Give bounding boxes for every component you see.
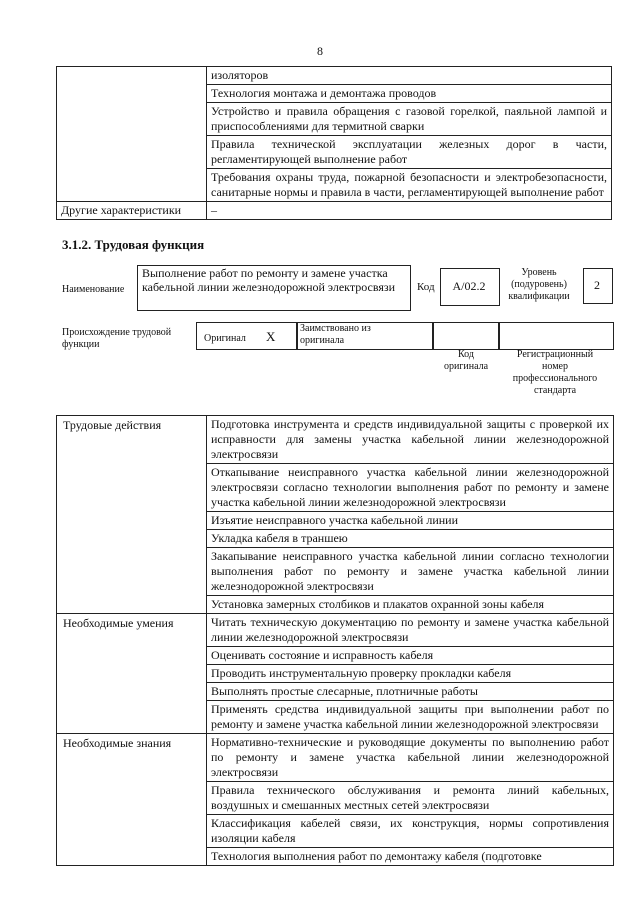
code-original-label: Код оригинала — [443, 349, 489, 372]
table-cell: изоляторов — [207, 67, 612, 85]
table-cell: Правила технического обслуживания и ремонта линий кабельных, воздушных и смешанных местных сетей электросвязи — [207, 782, 614, 815]
main-table — [56, 415, 614, 866]
table-cell: – — [207, 202, 612, 220]
table-row — [57, 734, 614, 782]
table-cell: Читать техническую документацию по ремонту и замене участка кабельной линии железнодорожной электросвязи — [207, 614, 614, 647]
group-label: Необходимые знания — [57, 734, 207, 866]
table-cell: Нормативно-технические и руководящие документы по выполнению работ по ремонту и замене участка кабельной линии железнодорожной электросвязи — [207, 734, 614, 782]
level-value: 2 — [594, 278, 600, 292]
table-row — [57, 614, 614, 647]
code-original-box — [432, 322, 500, 350]
table-cell: Технология монтажа и демонтажа проводов — [207, 85, 612, 103]
table-cell: Закапывание неисправного участка кабельной линии согласно технологии выполнения работ по ремонту и замене участка кабельной линии железнодорожной электросвязи — [207, 548, 614, 596]
name-value: Выполнение работ по ремонту и замене участка кабельной линии железнодорожной электросвязи — [142, 266, 396, 294]
table-cell: Технология выполнения работ по демонтажу кабеля (подготовке — [207, 848, 614, 866]
name-label: Наименование — [62, 284, 125, 295]
table-cell: Изъятие неисправного участка кабельной линии — [207, 512, 614, 530]
reg-number-label: Регистрационный номер профессионального стандарта — [512, 349, 598, 396]
level-label: Уровень (подуровень) квалификации — [508, 267, 570, 302]
table-cell: Проводить инструментальную проверку прокладки кабеля — [207, 665, 614, 683]
table-row — [57, 416, 614, 464]
table-cell: Классификация кабелей связи, их конструкция, нормы сопротивления изоляции кабеля — [207, 815, 614, 848]
table-cell: Оценивать состояние и исправность кабеля — [207, 647, 614, 665]
table-cell: Устройство и правила обращения с газовой горелкой, паяльной лампой и приспособлениями для термитной сварки — [207, 103, 612, 136]
row-label: Другие характеристики — [57, 202, 207, 220]
section-title: 3.1.2. Трудовая функция — [62, 237, 205, 252]
borrowed-label: Заимствовано из оригинала — [300, 323, 371, 346]
table-cell: Откапывание неисправного участка кабельной линии железнодорожной электросвязи согласно технологии выполнения работ по ремонту и замене участка кабельной линии железнодорожной электросвязи — [207, 464, 614, 512]
table-cell: Применять средства индивидуальной защиты при выполнении работ по ремонту и замене участка кабельной линии железнодорожной электросвязи — [207, 701, 614, 734]
table-cell: Укладка кабеля в траншею — [207, 530, 614, 548]
table-row — [57, 67, 612, 85]
origin-label: Происхождение трудовой функции — [62, 327, 172, 350]
original-mark: X — [266, 329, 276, 344]
group-label: Необходимые умения — [57, 614, 207, 734]
table-cell: Правила технической эксплуатации железных дорог в части, регламентирующей выполнение работ — [207, 136, 612, 169]
table-cell-empty — [57, 67, 207, 202]
code-label: Код — [417, 281, 435, 293]
table-cell: Подготовка инструмента и средств индивидуальной защиты с проверкой их исправности для замены участка кабельной линии железнодорожной электросвязи — [207, 416, 614, 464]
group-label: Трудовые действия — [57, 416, 207, 614]
reg-number-box — [498, 322, 614, 350]
code-value: A/02.2 — [452, 279, 486, 293]
original-label: Оригинал — [204, 333, 246, 344]
top-table — [56, 66, 612, 220]
table-row — [57, 202, 612, 220]
table-cell: Установка замерных столбиков и плакатов охранной зоны кабеля — [207, 596, 614, 614]
table-cell: Выполнять простые слесарные, плотничные работы — [207, 683, 614, 701]
table-cell: Требования охраны труда, пожарной безопасности и электробезопасности, санитарные нормы и правила в части, регламентирующей выполнение работ — [207, 169, 612, 202]
page-number: 8 — [317, 44, 323, 58]
